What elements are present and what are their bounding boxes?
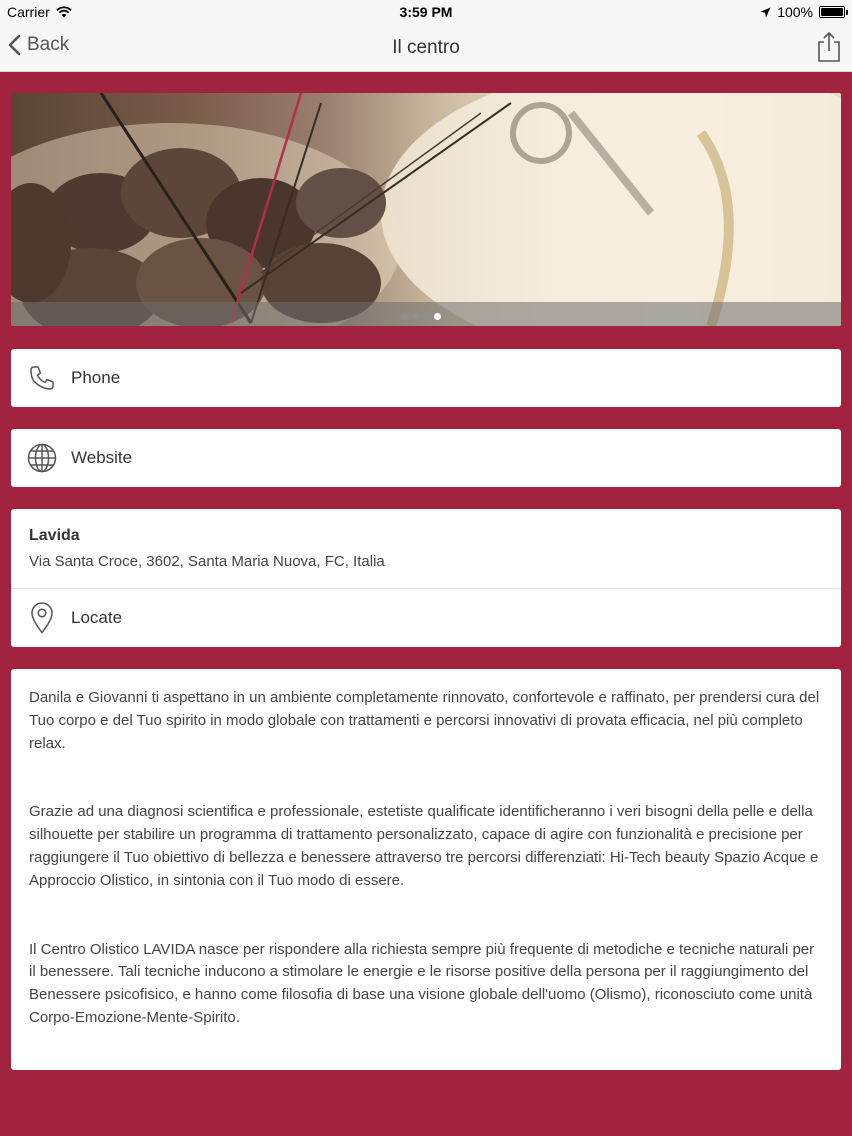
phone-icon	[27, 363, 57, 393]
image-carousel[interactable]	[11, 93, 841, 326]
share-icon	[816, 31, 842, 63]
back-label: Back	[27, 34, 70, 55]
location-arrow-icon	[760, 7, 771, 18]
description-card	[11, 669, 841, 1070]
website-card	[11, 429, 841, 487]
status-right	[760, 4, 845, 20]
locate-label: Locate	[71, 608, 123, 627]
navigation-bar	[0, 24, 852, 72]
battery-icon	[819, 6, 845, 18]
carousel-page-indicator[interactable]	[401, 313, 441, 320]
share-button[interactable]	[816, 31, 842, 63]
battery-label: 100%	[777, 4, 813, 20]
page-title: Il centro	[392, 37, 460, 58]
page-dot[interactable]	[401, 313, 408, 320]
description-paragraph: Grazie ad una diagnosi scientifica e professionale, estetiste qualificate identificheranno i veri bisogni della pelle e della silhouette per stabilire un programma di trattamento personalizzato, capace di agire con funzionalità e precisione per raggiungere il Tuo obiettivo di bellezza e benessere attraverso tre percorsi differenziati: Hi-Tech beauty Spazio Acque e Approccio Olistico, in sintonia con il Tuo modo di essere.	[29, 803, 819, 889]
status-bar	[0, 0, 852, 24]
locate-row[interactable]	[11, 589, 841, 647]
phone-card	[11, 349, 841, 407]
page-dot[interactable]	[423, 313, 430, 320]
address-block	[11, 509, 841, 589]
phone-label: Phone	[71, 368, 121, 387]
description-paragraph: Danila e Giovanni ti aspettano in un ambiente completamente rinnovato, confortevole e raffinato, per prendersi cura del Tuo corpo e del Tuo spirito in modo globale con trattamenti e percorsi innovativi di provata efficacia, nel più completo relax.	[29, 689, 820, 752]
globe-icon	[27, 443, 57, 473]
carousel-photo	[11, 93, 841, 326]
address-line: Via Santa Croce, 3602, Santa Maria Nuova, FC, Italia	[29, 553, 385, 570]
address-card	[11, 509, 841, 647]
phone-row[interactable]	[11, 349, 841, 407]
status-time: 3:59 PM	[399, 4, 453, 20]
page-dot-active[interactable]	[434, 313, 441, 320]
carrier-label: Carrier	[7, 4, 50, 20]
website-row[interactable]	[11, 429, 841, 487]
description-paragraph: Il Centro Olistico LAVIDA nasce per rispondere alla richiesta sempre più frequente di metodiche e tecniche naturali per il benessere. Tali tecniche inducono a stimolare le energie e le risorse positive della persona per il raggiungimento del Benessere psicofisico, e hanno come filosofia di base una visione globale dell'uomo (Olismo), riconosciuto come unità Corpo-Emozione-Mente-Spirito.	[29, 940, 815, 1026]
website-label: Website	[71, 448, 133, 467]
business-name: Lavida	[29, 527, 80, 544]
description-text	[11, 669, 841, 1048]
map-pin-icon	[27, 603, 57, 633]
page-dot[interactable]	[412, 313, 419, 320]
